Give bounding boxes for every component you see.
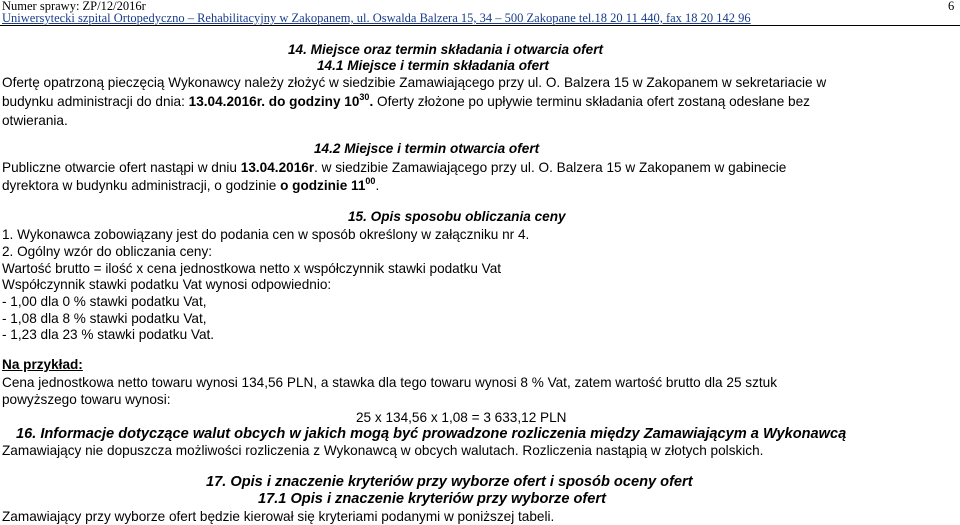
section-15-line-3: Wartość brutto = ilość x cena jednostkowa netto x współczynnik stawki podatku Vat — [2, 261, 502, 276]
submission-label: budynku administracji do dnia: — [2, 94, 189, 109]
section-14-2-para-line-2 — [2, 178, 379, 194]
example-line-2: powyższego towaru wynosi: — [2, 392, 171, 407]
section-16-title: 16. Informacje dotyczące walut obcych w jakich mogą być prowadzone rozliczenia między Zamawiającym a Wykonawcą — [16, 426, 847, 442]
section-16-text: Zamawiający nie dopuszcza możliwości rozliczenia z Wykonawcą w obcych walutach. Rozliczenia nastąpią w złotych polskich. — [2, 443, 764, 458]
submission-deadline: 13.04.2016r. do godziny 10 — [188, 94, 360, 109]
section-14-1-title: 14.1 Miejsce i termin składania ofert — [317, 58, 549, 73]
section-17-text: Zamawiający przy wyborze ofert będzie kierował się kryteriami podanymi w poniższej tabeli. — [2, 509, 555, 524]
section-17-1-title: 17.1 Opis i znaczenie kryteriów przy wyborze ofert — [258, 491, 606, 507]
example-label: Na przykład: — [2, 357, 83, 372]
opening-time: o godzinie 11 — [280, 178, 366, 193]
section-14-1-para-line-3: otwierania. — [2, 113, 68, 128]
section-15-line-1: 1. Wykonawca zobowiązany jest do podania cen w sposób określony w załączniku nr 4. — [2, 227, 530, 242]
opening-date: 13.04.2016r — [240, 160, 315, 175]
section-15-line-2: 2. Ogólny wzór do obliczania ceny: — [2, 244, 213, 259]
opening-time-dot: . — [375, 178, 380, 193]
section-15-line-7: - 1,23 dla 23 % stawki podatku Vat. — [2, 327, 215, 342]
submission-deadline-minutes: 30 — [359, 92, 370, 102]
section-14-title: 14. Miejsce oraz termin składania i otwarcia ofert — [288, 42, 604, 57]
opening-place: dyrektora w budynku administracji, o godzinie — [2, 178, 281, 193]
section-14-2-title: 14.2 Miejsce i termin otwarcia ofert — [314, 141, 540, 156]
section-15-line-5: - 1,00 dla 0 % stawki podatku Vat, — [2, 294, 207, 309]
opening-location: . w siedzibie Zamawiającego przy ul. O. Balzera 15 w Zakopanem w gabinecie — [314, 160, 787, 175]
institution-header: Uniwersytecki szpital Ortopedyczno – Rehabilitacyjny w Zakopanem, ul. Oswalda Balzera 15, 34 – 500 Zakopane tel.18 20 11 440, fax 18 20 142 96 — [2, 11, 751, 25]
opening-label: Publiczne otwarcie ofert nastąpi w dniu — [2, 160, 241, 175]
section-15-line-4: Współczynnik stawki podatku Vat wynosi odpowiednio: — [2, 277, 332, 292]
section-15-title: 15. Opis sposobu obliczania ceny — [348, 209, 566, 224]
example-formula: 25 x 134,56 x 1,08 = 3 633,12 PLN — [356, 410, 567, 425]
example-line-1: Cena jednostkowa netto towaru wynosi 134,56 PLN, a stawka dla tego towaru wynosi 8 % Vat, zatem wartość brutto dla 25 sztuk — [2, 375, 778, 390]
header-divider — [0, 25, 960, 26]
section-14-2-para-line-1 — [2, 160, 786, 176]
page-number: 6 — [948, 0, 955, 13]
section-14-1-para-line-2 — [2, 94, 810, 110]
section-15-line-6: - 1,08 dla 8 % stawki podatku Vat, — [2, 311, 207, 326]
section-17-title: 17. Opis i znaczenie kryteriów przy wyborze ofert i sposób oceny ofert — [206, 474, 693, 490]
doc-number: Numer sprawy: ZP/12/2016r — [2, 0, 146, 13]
submission-deadline-dot: . — [369, 94, 374, 109]
opening-time-minutes: 00 — [365, 176, 376, 186]
section-14-1-para-line-1: Ofertę opatrzoną pieczęcią Wykonawcy należy złożyć w siedzibie Zamawiającego przy ul. O. Balzera 15 w Zakopanem w sekretariacie w — [2, 75, 827, 90]
submission-note: Oferty złożone po upływie terminu składania ofert zostaną odesłane bez — [373, 94, 810, 109]
